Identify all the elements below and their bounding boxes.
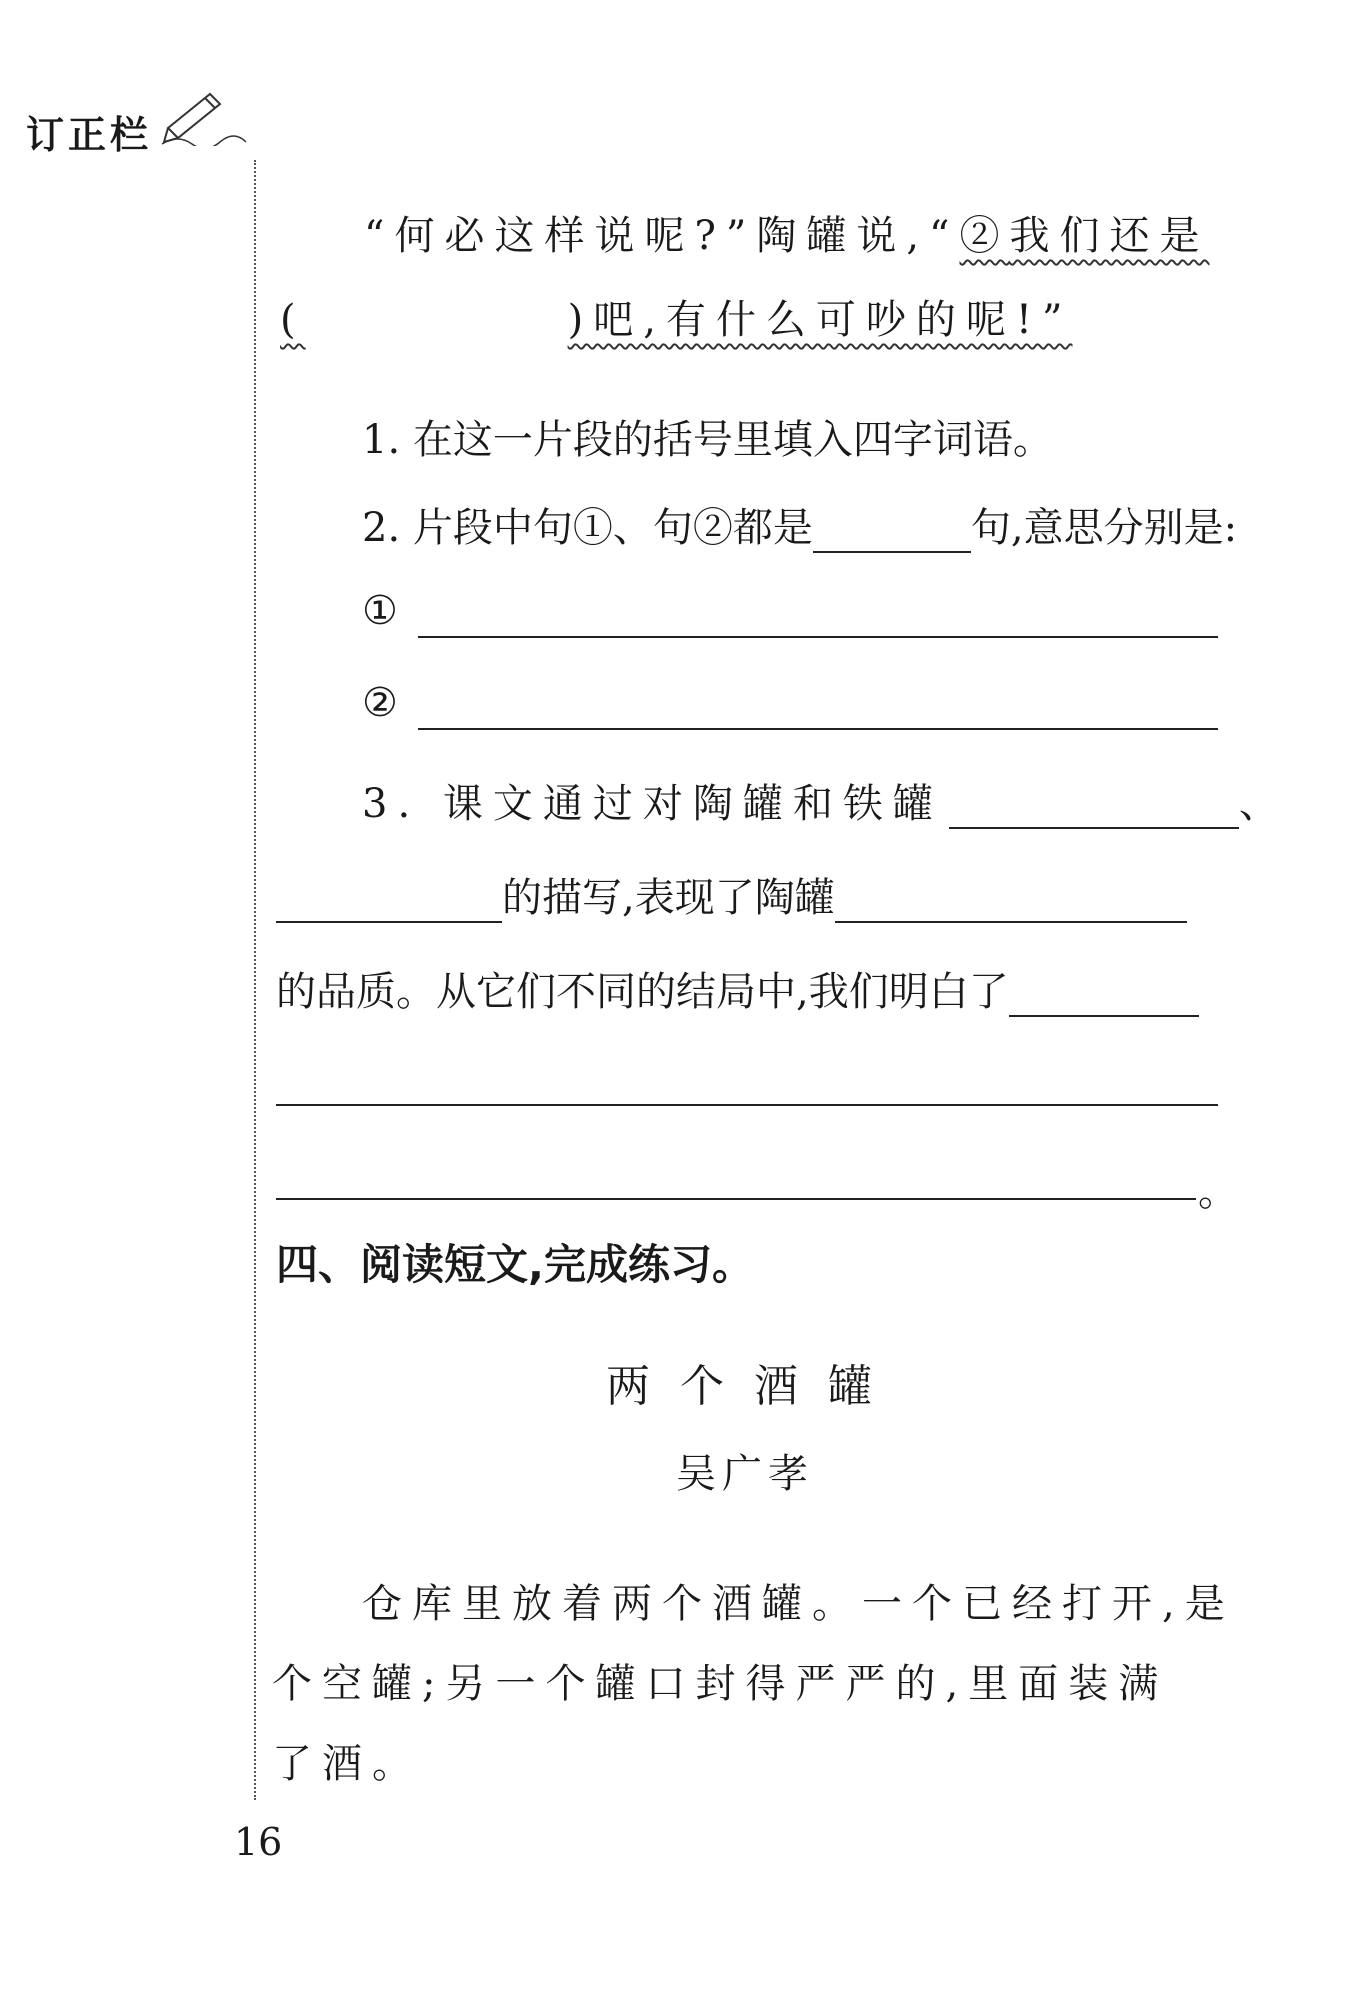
passage-quote-text: “何必这样说呢?”陶罐说,“ [364, 213, 960, 259]
story-paragraph-line-3: 了酒。 [272, 1741, 422, 1787]
passage-line-2-end: )吧,有什么可吵的呢!” [567, 297, 1073, 343]
blank-description-1[interactable] [949, 783, 1239, 829]
blank-quality[interactable] [835, 877, 1187, 923]
question-2-item-2-label: ② [362, 680, 398, 726]
wavy-underlined-sentence-2 [960, 213, 1210, 259]
question-3-comma: 、 [1238, 781, 1289, 827]
answer-line-3[interactable] [276, 1104, 1218, 1106]
passage-line-1-end: 我们还是 [1009, 213, 1210, 259]
story-paragraph-line-1: 仓库里放着两个酒罐。一个已经打开,是 [362, 1581, 1235, 1627]
question-3-line-1 [362, 772, 1289, 829]
sentence-marker-2: ② [959, 213, 1010, 259]
fill-in-blank-idiom[interactable] [306, 297, 568, 343]
blank-sentence-type[interactable] [813, 507, 971, 553]
passage-line-2 [280, 288, 1072, 345]
question-3-line-2 [276, 866, 1187, 923]
story-title: 两个酒罐 [606, 1361, 902, 1412]
wavy-underlined-sentence-2-continued [280, 297, 1072, 343]
question-2 [362, 496, 1237, 553]
correction-column-label: 订正栏 [26, 113, 153, 157]
question-3-text-c: 的品质。从它们不同的结局中,我们明白了 [276, 969, 1009, 1015]
question-3-period: 。 [1198, 1169, 1238, 1215]
section-4-heading: 四、阅读短文,完成练习。 [276, 1240, 754, 1289]
question-2-text-b: 句,意思分别是: [970, 505, 1238, 551]
answer-line-4[interactable] [276, 1198, 1196, 1200]
blank-description-2[interactable] [276, 877, 502, 923]
answer-line-1[interactable] [418, 636, 1218, 638]
passage-line-1 [364, 204, 1210, 261]
passage-open-paren: ( [280, 297, 306, 343]
page-number: 16 [234, 1820, 283, 1864]
question-3-text-b: 的描写,表现了陶罐 [502, 875, 835, 921]
question-2-text-a: 2. 片段中句①、句②都是 [362, 505, 813, 551]
margin-divider [254, 160, 256, 1800]
answer-line-2[interactable] [418, 728, 1218, 730]
question-1: 1. 在这一片段的括号里填入四字词语。 [362, 417, 1053, 463]
story-paragraph-line-2: 个空罐;另一个罐口封得严严的,里面装满 [272, 1661, 1169, 1707]
question-3-line-3 [276, 960, 1199, 1017]
question-3-text-a: 3. 课文通过对陶罐和铁罐 [362, 781, 943, 827]
story-author: 吴广孝 [676, 1451, 814, 1497]
question-2-item-1-label: ① [362, 588, 398, 634]
pencil-icon [158, 86, 248, 146]
blank-lesson[interactable] [1009, 971, 1199, 1017]
